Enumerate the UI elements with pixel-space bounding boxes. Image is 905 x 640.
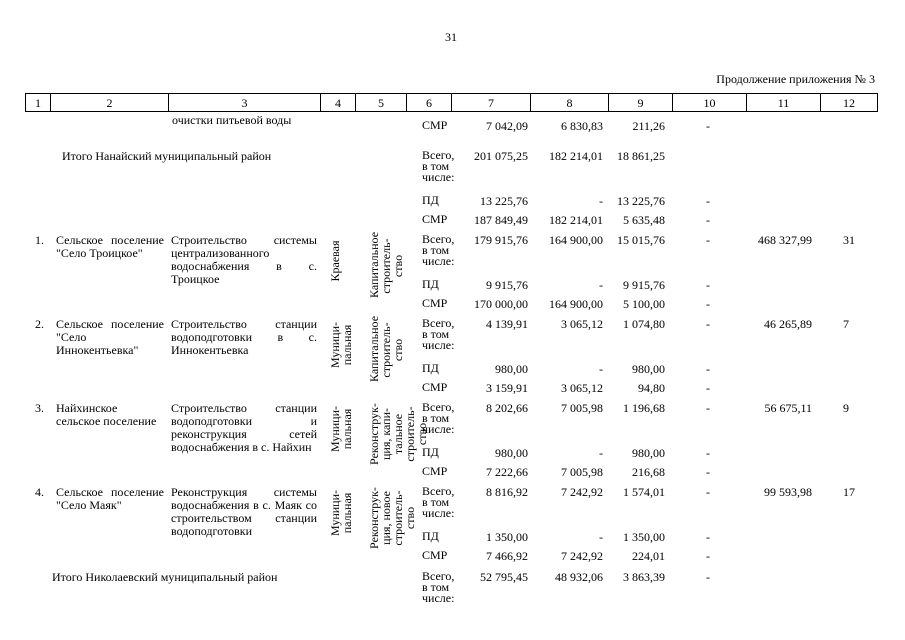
object-level: Муници- пальная	[328, 405, 354, 453]
object-row-0-c7: 4 139,91	[486, 317, 528, 331]
cont-smr-c7: 7 042,09	[486, 119, 528, 133]
object-municipality: Сельское поселение "Село Маяк"	[56, 485, 164, 512]
object-row-0-c10: -	[706, 233, 710, 247]
object-row-2-c7: 170 000,00	[474, 297, 528, 311]
total-nanai-row-0-type: Всего, в том числе:	[422, 148, 455, 184]
object-c12: 7	[843, 317, 849, 331]
total-nikolaev-label: Итого Николаевский муниципальный район	[52, 570, 278, 584]
object-level: Краевая	[328, 240, 342, 282]
object-row-0-c9: 1 074,80	[623, 317, 665, 331]
name-continuation: очистки питьевой воды	[172, 113, 292, 127]
object-row-2-c8: 164 900,00	[549, 297, 603, 311]
object-kind: Капитальное строитель-ство	[367, 315, 405, 382]
col-header-6: 6	[407, 94, 452, 112]
continuation-note: Продолжение приложения № 3	[716, 72, 875, 86]
col-header-5: 5	[356, 94, 407, 112]
object-row-2-c10: -	[706, 381, 710, 395]
object-row-1-type: ПД	[422, 529, 439, 543]
total-nanai-row-2-c8: 182 214,01	[549, 213, 603, 227]
object-level: Муници- пальная	[328, 489, 354, 537]
object-kind: Реконструк-ция, новое строитель-ство	[367, 487, 417, 549]
object-row-2-c9: 216,68	[632, 465, 665, 479]
object-name: Строительство станции водоподготовки в с. Иннокентьевка	[171, 317, 317, 357]
object-row-0-type: Всего, в том числе:	[422, 484, 455, 520]
object-row-2-c9: 224,01	[632, 549, 665, 563]
object-row-0-c8: 3 065,12	[561, 317, 603, 331]
object-row-1-type: ПД	[422, 361, 439, 375]
object-row-0-type: Всего, в том числе:	[422, 232, 455, 268]
col-header-8: 8	[531, 94, 609, 112]
object-row-2-c7: 7 466,92	[486, 549, 528, 563]
object-c11: 468 327,99	[758, 233, 812, 247]
object-name: Строительство станции водоподготовки и реконструкция сетей водоснабжения в с. Найхин	[171, 401, 317, 454]
cont-smr-type: СМР	[422, 118, 448, 132]
object-row-2-c8: 7 242,92	[561, 549, 603, 563]
object-row-1-c7: 980,00	[495, 362, 528, 376]
object-num: 3.	[35, 401, 44, 415]
object-c12: 17	[843, 485, 855, 499]
object-row-0-c10: -	[706, 317, 710, 331]
total-nanai-row-2-c7: 187 849,49	[474, 213, 528, 227]
total-nanai-row-1-type: ПД	[422, 193, 439, 207]
cont-smr-c8: 6 830,83	[561, 119, 603, 133]
col-header-9: 9	[609, 94, 673, 112]
object-row-2-c10: -	[706, 465, 710, 479]
object-row-1-c7: 9 915,76	[486, 278, 528, 292]
total-nanai-row-1-c7: 13 225,76	[480, 194, 528, 208]
total-nanai-row-2-c9: 5 635,48	[623, 213, 665, 227]
object-row-1-c10: -	[706, 446, 710, 460]
object-row-2-c9: 94,80	[638, 381, 665, 395]
object-row-2-c9: 5 100,00	[623, 297, 665, 311]
total-nanai-row-0-c7: 201 075,25	[474, 149, 528, 163]
object-row-1-c8: -	[599, 446, 603, 460]
object-municipality: Сельское поселение "Село Троицкое"	[56, 233, 164, 260]
object-row-1-c10: -	[706, 362, 710, 376]
object-row-1-type: ПД	[422, 277, 439, 291]
object-row-1-c9: 9 915,76	[623, 278, 665, 292]
object-row-1-c9: 980,00	[632, 362, 665, 376]
col-header-11: 11	[747, 94, 821, 112]
object-row-1-c8: -	[599, 530, 603, 544]
object-row-0-c7: 8 816,92	[486, 485, 528, 499]
col-header-7: 7	[452, 94, 531, 112]
object-row-0-c9: 1 574,01	[623, 485, 665, 499]
page-number: 31	[445, 30, 457, 44]
object-row-2-type: СМР	[422, 548, 448, 562]
object-row-0-c8: 164 900,00	[549, 233, 603, 247]
object-row-0-c7: 179 915,76	[474, 233, 528, 247]
object-row-2-c10: -	[706, 549, 710, 563]
object-row-2-type: СМР	[422, 464, 448, 478]
object-c11: 99 593,98	[764, 485, 812, 499]
object-num: 4.	[35, 485, 44, 499]
total-nanai-row-2-c10: -	[706, 213, 710, 227]
object-row-2-type: СМР	[422, 380, 448, 394]
object-row-2-c8: 7 005,98	[561, 465, 603, 479]
object-row-2-type: СМР	[422, 296, 448, 310]
object-row-2-c7: 7 222,66	[486, 465, 528, 479]
object-row-1-c7: 980,00	[495, 446, 528, 460]
object-row-1-c8: -	[599, 362, 603, 376]
total-nikolaev-row-0-c10: -	[706, 570, 710, 584]
col-header-2: 2	[51, 94, 169, 112]
object-c12: 9	[843, 401, 849, 415]
total-nanai-row-0-c8: 182 214,01	[549, 149, 603, 163]
object-row-0-c7: 8 202,66	[486, 401, 528, 415]
object-name: Строительство системы централизованного водоснабжения в с. Троицкое	[171, 233, 317, 286]
total-nanai-row-2-type: СМР	[422, 212, 448, 226]
object-row-0-c8: 7 005,98	[561, 401, 603, 415]
object-kind: Реконструк-ция, капи-тальное строитель-ство	[367, 403, 429, 465]
total-nanai-row-0-c9: 18 861,25	[617, 149, 665, 163]
col-header-10: 10	[673, 94, 747, 112]
total-nanai-row-1-c8: -	[599, 194, 603, 208]
object-row-1-c9: 1 350,00	[623, 530, 665, 544]
object-row-0-c8: 7 242,92	[561, 485, 603, 499]
column-number-header	[25, 93, 878, 112]
col-header-3: 3	[169, 94, 321, 112]
total-nanai-label: Итого Нанайский муниципальный район	[62, 149, 272, 163]
cont-smr-c9: 211,26	[632, 119, 665, 133]
object-kind: Капитальное строитель-ство	[367, 231, 405, 298]
object-row-1-c9: 980,00	[632, 446, 665, 460]
object-row-0-c9: 1 196,68	[623, 401, 665, 415]
total-nikolaev-row-0-c9: 3 863,39	[623, 570, 665, 584]
object-num: 1.	[35, 233, 44, 247]
object-row-0-type: Всего, в том числе:	[422, 400, 455, 436]
object-row-0-c9: 15 015,76	[617, 233, 665, 247]
object-c11: 56 675,11	[764, 401, 812, 415]
col-header-12: 12	[821, 94, 878, 112]
object-row-2-c8: 3 065,12	[561, 381, 603, 395]
object-municipality: Сельское поселение "Село Иннокентьевка"	[56, 317, 164, 357]
object-row-1-c7: 1 350,00	[486, 530, 528, 544]
object-row-0-c10: -	[706, 401, 710, 415]
col-header-4: 4	[321, 94, 356, 112]
total-nikolaev-row-0-c7: 52 795,45	[480, 570, 528, 584]
object-row-1-type: ПД	[422, 445, 439, 459]
object-c12: 31	[843, 233, 855, 247]
total-nikolaev-row-0-c8: 48 932,06	[555, 570, 603, 584]
object-row-1-c10: -	[706, 278, 710, 292]
total-nanai-row-1-c9: 13 225,76	[617, 194, 665, 208]
total-nikolaev-row-0-type: Всего, в том числе:	[422, 569, 455, 605]
object-num: 2.	[35, 317, 44, 331]
object-row-2-c10: -	[706, 297, 710, 311]
object-municipality: Найхинское сельское поселение	[56, 401, 157, 428]
object-level: Муници- пальная	[328, 321, 354, 369]
object-row-1-c8: -	[599, 278, 603, 292]
object-row-1-c10: -	[706, 530, 710, 544]
object-c11: 46 265,89	[764, 317, 812, 331]
object-name: Реконструкция системы водоснабжения в с. Маяк со строительством станции водоподготовки	[171, 485, 317, 538]
col-header-1: 1	[26, 94, 51, 112]
object-row-0-c10: -	[706, 485, 710, 499]
object-row-2-c7: 3 159,91	[486, 381, 528, 395]
total-nanai-row-1-c10: -	[706, 194, 710, 208]
object-row-0-type: Всего, в том числе:	[422, 316, 455, 352]
cont-smr-c10: -	[706, 119, 710, 133]
